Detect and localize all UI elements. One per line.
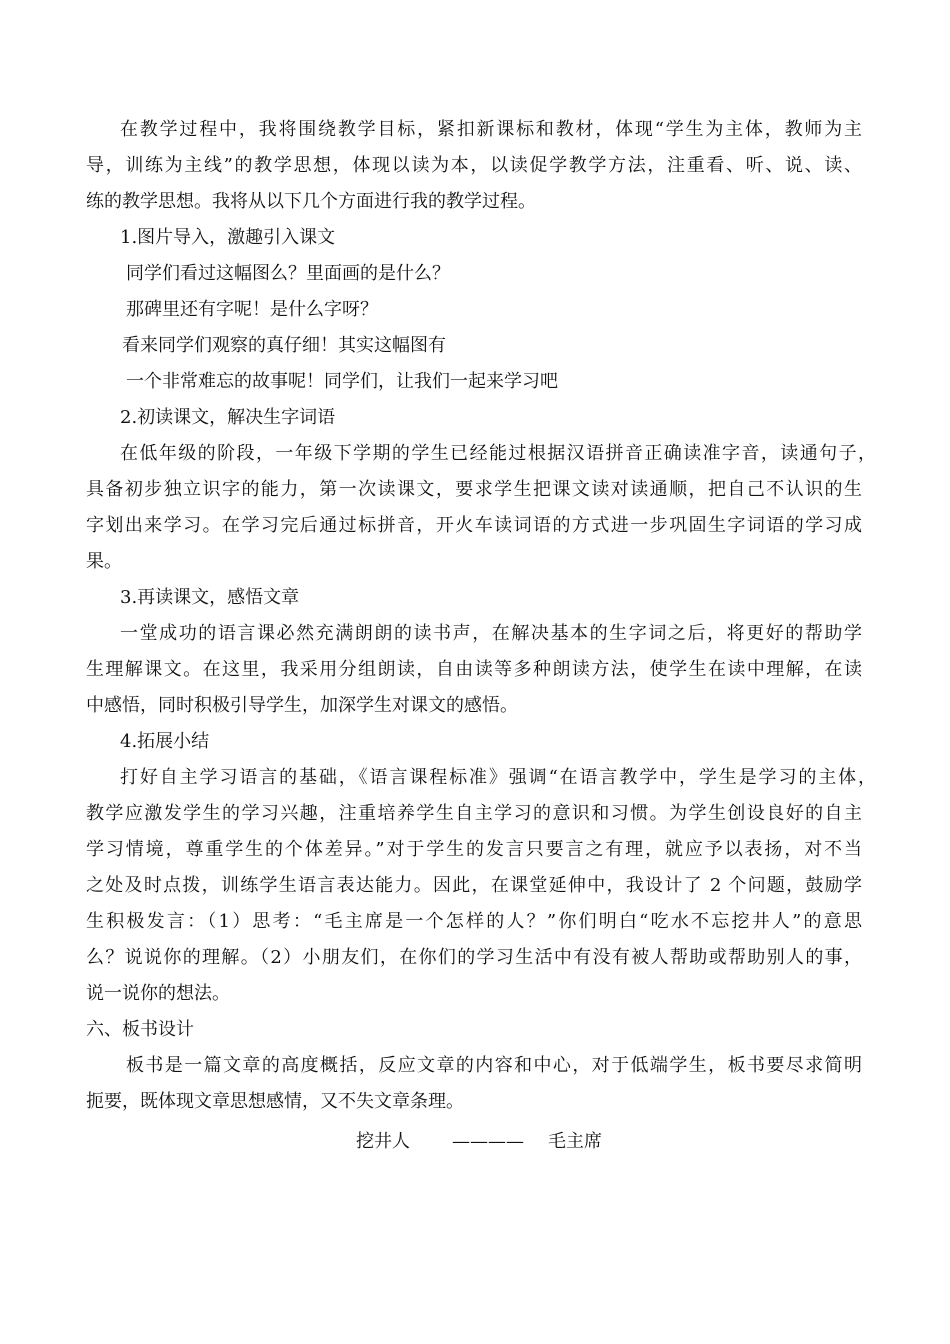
paragraph-line: 在低年级的阶段，一年级下学期的学生已经能过根据汉语拼音正确读准字音，读通句子， xyxy=(120,443,876,464)
paragraph-line: 学习情境，尊重学生的个体差异。”对于学生的发言只要言之有理，就应予以表扬，对不当 xyxy=(86,839,862,860)
paragraph-line: 在教学过程中，我将围绕教学目标，紧扣新课标和教材，体现“学生为主体，教师为主 xyxy=(120,119,862,140)
paragraph-line: 么？说说你的理解。（2）小朋友们，在你们的学习生活中有没有被人帮助或帮助别人的事， xyxy=(86,947,862,968)
paragraph-line: 说一说你的想法。 xyxy=(86,983,230,1004)
paragraph-line: 生积极发言：（1）思考：“毛主席是一个怎样的人？”你们明白“吃水不忘挖井人”的意思 xyxy=(86,911,862,932)
section-heading-4: 4.拓展小结 xyxy=(120,731,210,752)
board-left-text: 挖井人 xyxy=(356,1131,410,1152)
paragraph-line: 字划出来学习。在学习完后通过标拼音，开火车读词语的方式进一步巩固生字词语的学习成 xyxy=(86,515,862,536)
paragraph-line: 一个非常难忘的故事呢！同学们，让我们一起来学习吧 xyxy=(126,371,558,392)
board-right-text: 毛主席 xyxy=(548,1131,602,1152)
paragraph-line: 生理解课文。在这里，我采用分组朗读，自由读等多种朗读方法，使学生在读中理解，在读 xyxy=(86,659,862,680)
paragraph-line: 一堂成功的语言课必然充满朗朗的读书声，在解决基本的生字词之后，将更好的帮助学 xyxy=(120,623,862,644)
paragraph-line: 扼要，既体现文章思想感情，又不失文章条理。 xyxy=(86,1091,464,1112)
section-heading-2: 2.初读课文，解决生字词语 xyxy=(120,407,336,428)
paragraph-line: 看来同学们观察的真仔细！其实这幅图有 xyxy=(122,335,446,356)
paragraph-line: 果。 xyxy=(86,551,122,572)
paragraph-line: 练的教学思想。我将从以下几个方面进行我的教学过程。 xyxy=(86,191,536,212)
paragraph-line: 具备初步独立识字的能力，第一次读课文，要求学生把课文读对读通顺，把自己不认识的生 xyxy=(86,479,862,500)
paragraph-line: 导，训练为主线”的教学思想，体现以读为本，以读促学教学方法，注重看、听、说、读、 xyxy=(86,155,862,176)
board-dash: ———— xyxy=(452,1131,524,1152)
paragraph-line: 打好自主学习语言的基础，《语言课程标准》强调“在语言教学中，学生是学习的主体， xyxy=(120,767,876,788)
paragraph-line: 那碑里还有字呢！是什么字呀？ xyxy=(126,299,378,320)
section-heading-1: 1.图片导入，激趣引入课文 xyxy=(120,227,336,248)
paragraph-line: 教学应激发学生的学习兴趣，注重培养学生自主学习的意识和习惯。为学生创设良好的自主 xyxy=(86,803,862,824)
section-heading-board-design: 六、板书设计 xyxy=(86,1019,194,1040)
paragraph-line: 板书是一篇文章的高度概括，反应文章的内容和中心，对于低端学生，板书要尽求简明 xyxy=(126,1055,862,1076)
section-heading-3: 3.再读课文，感悟文章 xyxy=(120,587,300,608)
paragraph-line: 中感悟，同时积极引导学生，加深学生对课文的感悟。 xyxy=(86,695,518,716)
paragraph-line: 同学们看过这幅图么？里面画的是什么？ xyxy=(126,263,450,284)
paragraph-line: 之处及时点拨，训练学生语言表达能力。因此，在课堂延伸中，我设计了 2 个问题，鼓励学 xyxy=(86,875,862,896)
